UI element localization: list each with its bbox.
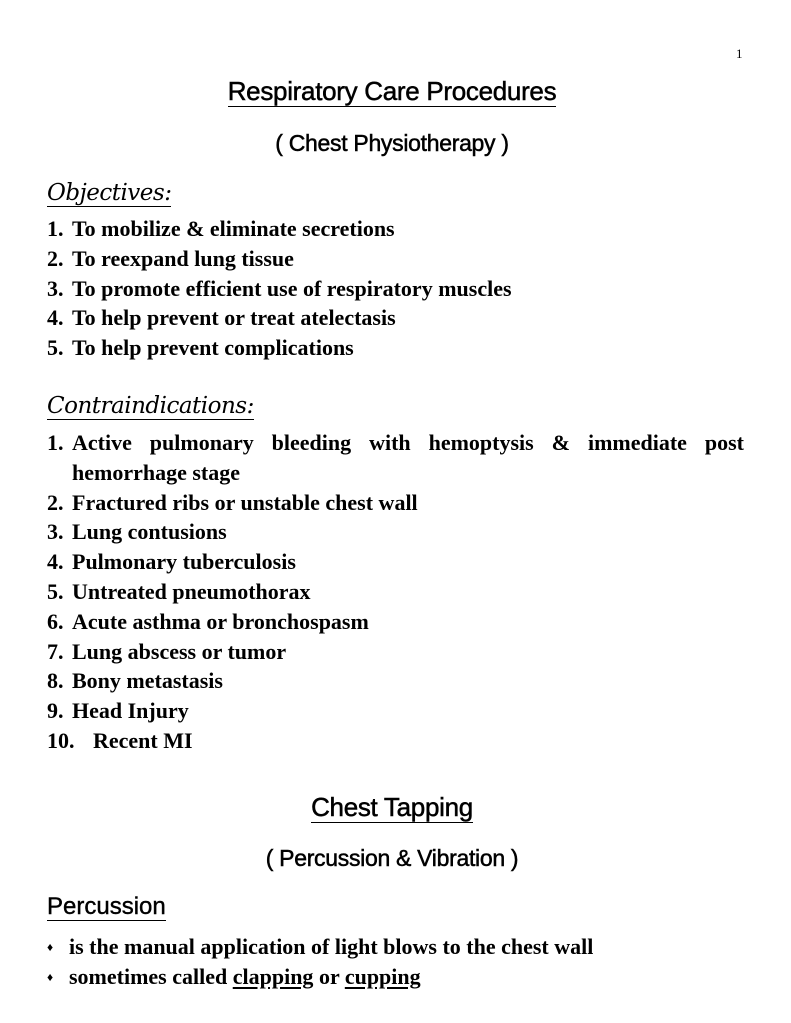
term-cupping: cupping [344,964,421,989]
list-item: 9. Head Injury [47,698,189,724]
term-clapping: clapping [232,964,314,989]
list-item: 8. Bony metastasis [47,668,223,694]
page-title: Respiratory Care Procedures [227,76,557,106]
list-item: 5. To help prevent complications [47,335,354,361]
diamond-bullet-icon: ♦ [47,970,54,984]
section-title-chest-tapping: Chest Tapping [311,792,473,822]
list-item: 5. Untreated pneumothorax [47,578,311,604]
list-item: 7. Lung abscess or tumor [47,638,287,664]
section-subtitle-chest-tapping: ( Percussion & Vibration ) [265,845,519,871]
percussion-heading: Percussion [47,893,166,920]
list-item: ♦ is the manual application of light blows to the chest wall [47,932,744,962]
list-item: 10. Recent MI [47,727,193,753]
list-item: 3. Lung contusions [47,519,227,545]
page-subtitle: ( Chest Physiotherapy ) [275,130,509,156]
diamond-bullet-icon: ♦ [47,940,54,954]
list-item: 6. Acute asthma or bronchospasm [47,608,369,634]
list-item: 4. To help prevent or treat atelectasis [47,305,396,331]
list-item: 4. Pulmonary tuberculosis [47,549,296,575]
list-item: 3. To promote efficient use of respiratory muscles [47,275,512,301]
list-item: 1. Active pulmonary bleeding with hemoptysis & immediate post hemorrhage stage [47,430,744,485]
list-item: ♦ sometimes called clapping or cupping [47,962,744,992]
objectives-list [47,214,744,363]
contraindications-list [47,428,744,756]
page-number: 1 [736,46,743,61]
list-item: 1. To mobilize & eliminate secretions [47,216,395,241]
list-item: 2. Fractured ribs or unstable chest wall [47,489,418,515]
objectives-heading: Objectives: [47,180,172,206]
percussion-list [47,932,744,992]
contraindications-heading: Contraindications: [47,393,254,419]
list-item: 2. To reexpand lung tissue [47,245,294,271]
